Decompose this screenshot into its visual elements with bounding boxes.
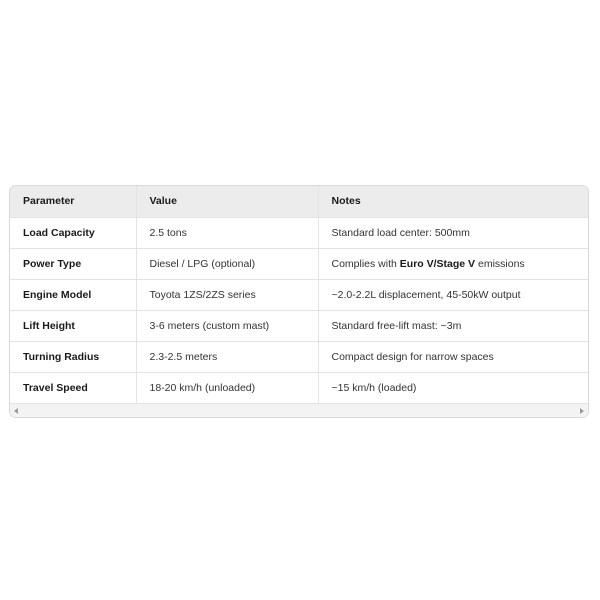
cell-notes <box>318 310 588 341</box>
scroll-right-arrow-icon[interactable] <box>576 404 588 417</box>
header-value: Value <box>136 186 318 217</box>
cell-notes <box>318 279 588 310</box>
cell-parameter: Turning Radius <box>10 341 136 372</box>
cell-value: Diesel / LPG (optional) <box>136 248 318 279</box>
cell-parameter: Travel Speed <box>10 372 136 403</box>
cell-value: 2.5 tons <box>136 217 318 248</box>
cell-notes <box>318 217 588 248</box>
table-row <box>10 341 588 372</box>
notes-text-after: emissions <box>475 257 525 270</box>
header-notes: Notes <box>318 186 588 217</box>
cell-parameter: Engine Model <box>10 279 136 310</box>
cell-value: Toyota 1ZS/2ZS series <box>136 279 318 310</box>
notes-text: Standard free-lift mast: ~3m <box>331 319 462 332</box>
cell-value: 18-20 km/h (unloaded) <box>136 372 318 403</box>
table-header-row <box>10 186 588 217</box>
spec-table <box>10 186 588 403</box>
table-row <box>10 248 588 279</box>
table-row <box>10 310 588 341</box>
notes-text: ~2.0-2.2L displacement, 45-50kW output <box>331 288 521 301</box>
cell-value: 2.3-2.5 meters <box>136 341 318 372</box>
spec-table-container <box>9 185 589 418</box>
notes-text: Complies with <box>331 257 400 270</box>
cell-parameter: Lift Height <box>10 310 136 341</box>
notes-text: ~15 km/h (loaded) <box>331 381 417 394</box>
cell-parameter: Load Capacity <box>10 217 136 248</box>
cell-notes <box>318 248 588 279</box>
cell-notes <box>318 372 588 403</box>
table-row <box>10 372 588 403</box>
header-parameter: Parameter <box>10 186 136 217</box>
notes-text: Standard load center: 500mm <box>331 226 470 239</box>
cell-value: 3-6 meters (custom mast) <box>136 310 318 341</box>
scroll-left-arrow-icon[interactable] <box>10 404 22 417</box>
cell-notes <box>318 341 588 372</box>
notes-bold-text: Euro V/Stage V <box>399 257 476 270</box>
cell-parameter: Power Type <box>10 248 136 279</box>
horizontal-scrollbar[interactable] <box>10 403 588 417</box>
table-row <box>10 217 588 248</box>
notes-text: Compact design for narrow spaces <box>331 350 494 363</box>
table-row <box>10 279 588 310</box>
